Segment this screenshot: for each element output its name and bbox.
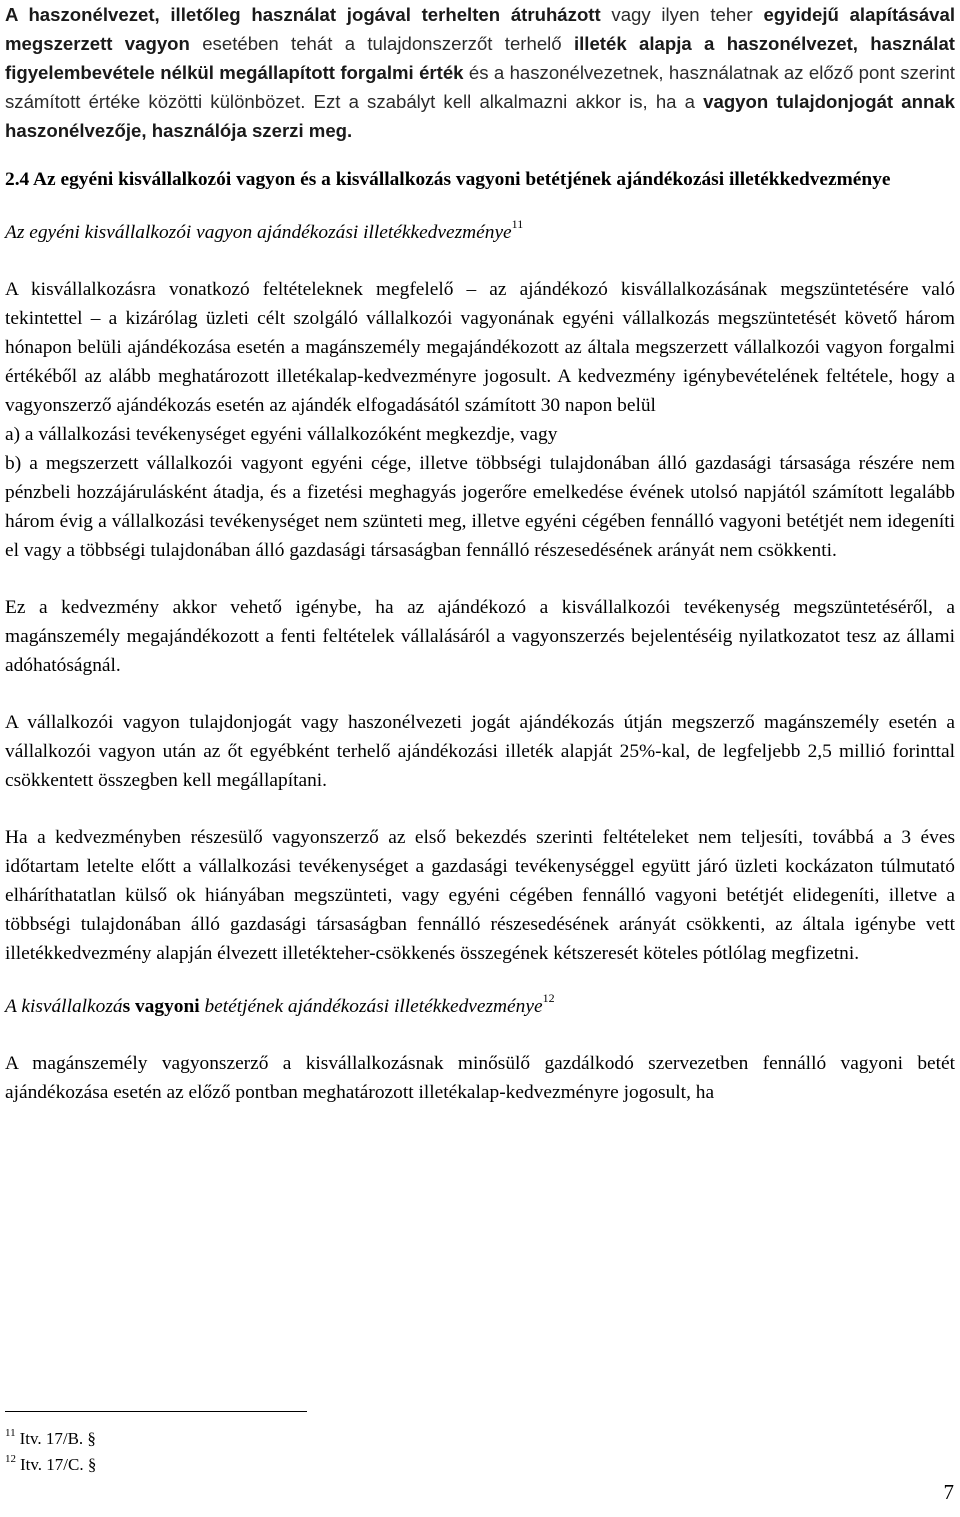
footnote-ref-11: 11 — [511, 217, 524, 231]
paragraph-nyilatkozat: Ez a kedvezmény akkor vehető igénybe, ha az ajándékozó a kisvállalkozói tevékenység megszüntetéséről, a magánszemély megajándékozott a fenti feltételek vállalásáról a vagyonszerzés bejelentéséig nyilatkozatot tesz az állami adóhatóságnál. — [5, 597, 955, 676]
document-page — [5, 0, 955, 1107]
bold-phrase: A haszonélvezet, illetőleg használat jogával terhelten átruházott — [5, 4, 601, 25]
footnote-11: $^{11}$ Itv. 17/B. § — [5, 1427, 96, 1448]
paragraph-haszonelvezet: A haszonélvezet, illetőleg használat jogával terhelten átruházott vagy ilyen teher egyidejű alapításával megszerzett vagyon esetében tehát a tulajdonszerzőt terhelő illeték alapja a haszonélvezet, használat figyelembevétele nélkül megállapított forgalmi érték és a haszonélvezetnek, használatnak az előző pont szerint számított értéke közötti különbözet. Ezt a szabályt kell alkalmazni akkor is, ha a vagyon tulajdonjogát annak haszonélvezője, használója szerzi meg. — [5, 4, 956, 141]
footnote-12: $^{12}$ Itv. 17/C. § — [5, 1453, 97, 1474]
list-item-b: b) a megszerzett vállalkozói vagyont egyéni cége, illetve többségi tulajdonában álló gazdasági társasága részére nem pénzbeli hozzájárulásként átadja, és a fizetési meghagyás jogerőre emelkedése évének utolsó napjától számított legalább három évig a vállalkozási tevékenységet nem szünteti meg, illetve egyéni cégében fennálló vagyoni betétjét nem idegeníti el vagy a többségi tulajdonában álló gazdasági társaságban fennálló részesedésének arányát nem csökkenti. — [5, 453, 955, 561]
paragraph-vagyoni-betet: A magánszemély vagyonszerző a kisvállalkozásnak minősülő gazdálkodó szervezetben fennálló vagyoni betét ajándékozása esetén az előző pontban meghatározott illetékalap-kedvezményre jogosult, ha — [5, 1053, 955, 1103]
bold-phrase: egyidejű alapításával megszerzett vagyon — [5, 4, 956, 54]
paragraph-illetekalap: A vállalkozói vagyon tulajdonjogát vagy haszonélvezeti jogát ajándékozás útján megszerző magánszemély esetén a vállalkozói vagyon után az őt egyébként terhelő ajándékozási illeték alapját 25%-kal, de legfeljebb 2,5 millió forinttal csökkentett összegben kell megállapítani. — [5, 712, 955, 791]
list-item-a: a) a vállalkozási tevékenységet egyéni vállalkozóként megkezdje, vagy — [5, 424, 558, 445]
bold-phrase: illeték alapja a haszonélvezet, használat figyelembevétele nélkül megállapított forgalmi érték — [5, 33, 955, 83]
footnote-ref-12: 12 — [542, 991, 555, 1005]
bold-phrase: vagyon tulajdonjogát annak haszonélvezője, használója szerzi meg. — [5, 91, 955, 141]
subsection-heading-1: Az egyéni kisvállalkozói vagyon ajándékozási illetékkedvezménye$^{11}$ — [5, 217, 524, 243]
paragraph-potlolagos-fizetes: Ha a kedvezményben részesülő vagyonszerző az első bekezdés szerinti feltételeket nem teljesíti, továbbá a 3 éves időtartam letelte előtt a vállalkozási tevékenységet a gazdasági tevékenységgel együtt járó üzleti kockázaton túlmutató elháríthatatlan külső ok hiányában megszünteti, vagy egyéni cégében fennálló vagyoni betétjét elidegeníti, illetve a többségi tulajdonában álló gazdasági társaságban fennálló részesedésének arányát csökkenti, az általa igénybe vett illetékkedvezmény alapján élvezett illetékteher-csökkenés összegének kétszeresét köteles pótlólag megfizetni. — [5, 827, 955, 964]
subsection-heading-2: A kisvállalkozás vagyoni betétjének ajándékozási illetékkedvezménye$^{12}$ — [5, 991, 555, 1017]
footnote-separator — [5, 1411, 307, 1412]
page-number: 7 — [943, 1480, 954, 1504]
section-heading: 2.4 Az egyéni kisvállalkozói vagyon és a kisvállalkozás vagyoni betétjének ajándékozási illetékkedvezménye — [5, 169, 891, 190]
footnotes — [5, 1426, 96, 1478]
paragraph-kedvezmeny-feltetelek: A kisvállalkozásra vonatkozó feltételeknek megfelelő – az ajándékozó kisvállalkozásának megszüntetésére való tekintettel – a kizárólag üzleti célt szolgáló vállalkozói vagyonának egyéni vállalkozás megszüntetését követő három hónapon belüli ajándékozása esetén a magánszemély megajándékozott az általa megszerzett vállalkozói vagyon forgalmi értékéből az alább meghatározott illetékalap-kedvezményre jogosult. A kedvezmény igénybevételének feltétele, hogy a vagyonszerző ajándékozás esetén az ajándék elfogadásától számított 30 napon belül a) a vállalkozási tevékenységet egyéni vállalkozóként megkezdje, vagy b) a megszerzett vállalkozói vagyont egyéni cége, illetve többségi tulajdonában álló gazdasági társasága részére nem pénzbeli hozzájárulásként átadja, és a fizetési meghagyás jogerőre emelkedése évének utolsó napjától számított legalább három évig a vállalkozási tevékenységet nem szünteti meg, illetve egyéni cégében fennálló vagyoni betétjét nem idegeníti el vagy a többségi tulajdonában álló gazdasági társaságban fennálló részesedésének arányát nem csökkenti. — [5, 275, 955, 565]
